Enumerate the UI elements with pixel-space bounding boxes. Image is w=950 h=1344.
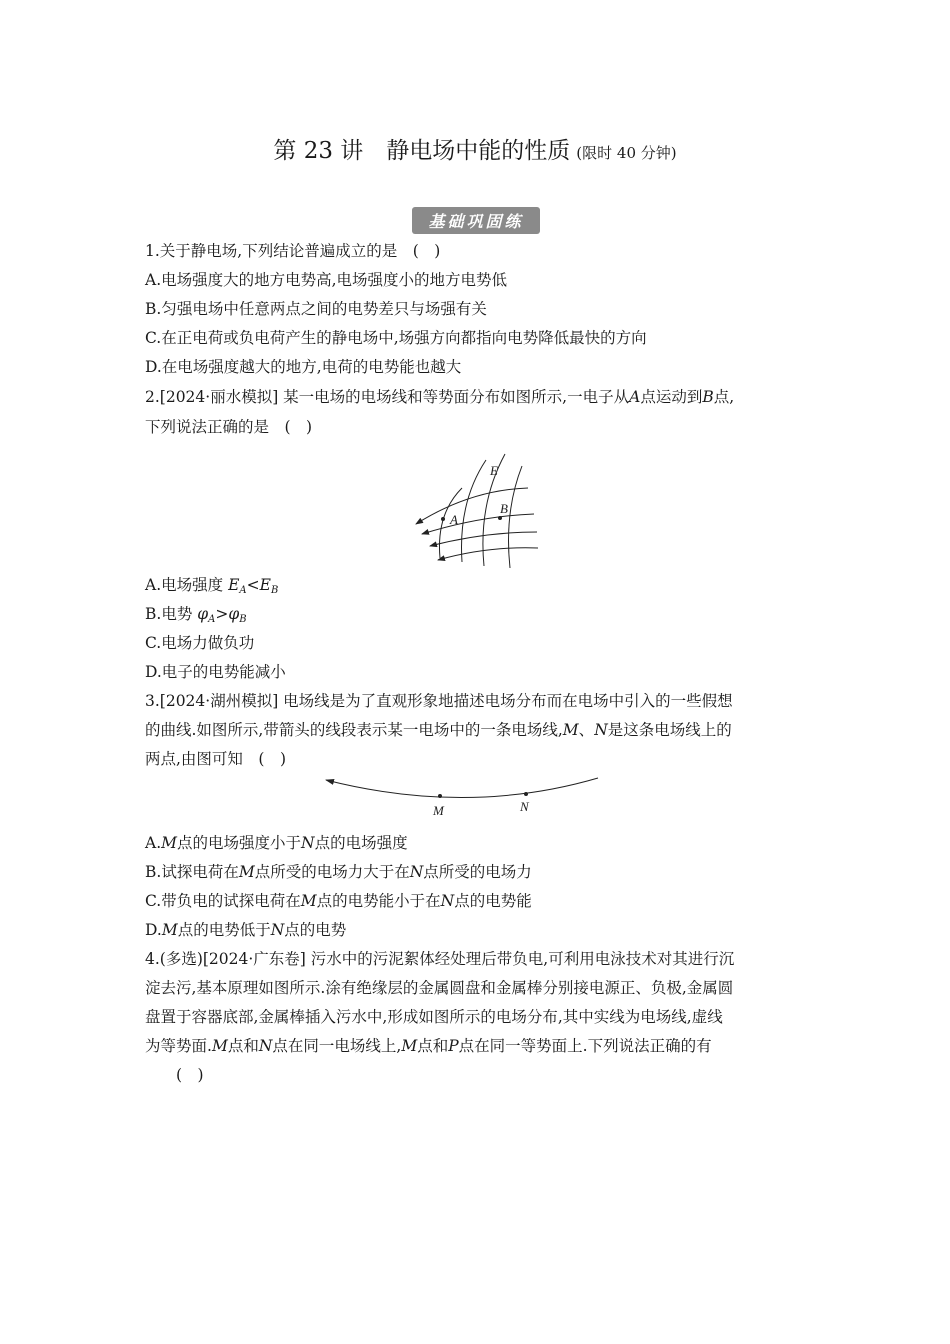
q3-a-post: 点的电场强度 bbox=[314, 834, 408, 852]
q2-sub-a: A bbox=[239, 585, 247, 596]
q3-d-post: 点的电势 bbox=[284, 921, 347, 939]
q3-stem-line2 bbox=[145, 719, 732, 741]
q1-stem: 1.关于静电场,下列结论普遍成立的是 ( ) bbox=[145, 242, 441, 260]
q3-stem-text-end: 是这条电场线上的 bbox=[607, 721, 732, 739]
q4-m: M bbox=[211, 1037, 228, 1055]
q3-c-m: M bbox=[300, 892, 317, 910]
point-b-dot bbox=[498, 516, 502, 520]
q4-text-a: 为等势面. bbox=[145, 1037, 212, 1055]
q3-c-n: N bbox=[440, 892, 455, 910]
q3-c-post: 点的电势能 bbox=[454, 892, 532, 910]
q2-point-a: A bbox=[629, 388, 641, 406]
q2-stem-text: 2.[2024·丽水模拟] 某一电场的电场线和等势面分布如图所示,一电子从 bbox=[145, 388, 630, 406]
q3-b-label: B.试探电荷在 bbox=[145, 863, 239, 881]
q2-sub-b: B bbox=[270, 585, 279, 596]
q1-option-b: B.匀强电场中任意两点之间的电势差只与场强有关 bbox=[145, 300, 487, 318]
label-e: E bbox=[490, 463, 498, 478]
label-a: A bbox=[450, 512, 458, 527]
q2-field-figure bbox=[410, 452, 545, 572]
q3-b-post: 点所受的电场力 bbox=[423, 863, 532, 881]
q3-stem-line1: 3.[2024·湖州模拟] 电场线是为了直观形象地描述电场分布而在电场中引入的一些假想 bbox=[145, 692, 733, 710]
q2-option-b-text: B.电势 bbox=[145, 605, 198, 623]
q3-c-mid: 点的电势能小于在 bbox=[316, 892, 441, 910]
label-m: M bbox=[433, 803, 444, 818]
q2-option-a bbox=[145, 574, 278, 602]
q1-option-c: C.在正电荷或负电荷产生的静电场中,场强方向都指向电势降低最快的方向 bbox=[145, 329, 647, 347]
q3-field-line-figure bbox=[318, 770, 608, 822]
q2-option-a-text: A.电场强度 bbox=[145, 576, 229, 594]
q1-option-a: A.电场强度大的地方电势高,电场强度小的地方电势低 bbox=[145, 271, 508, 289]
q2-option-d: D.电子的电势能减小 bbox=[145, 663, 286, 681]
section-badge bbox=[412, 207, 540, 234]
q3-stem-text: 的曲线.如图所示,带箭头的线段表示某一电场中的一条电场线, bbox=[145, 721, 563, 739]
q4-text-c: 点在同一电场线上, bbox=[272, 1037, 402, 1055]
q2-option-c: C.电场力做负功 bbox=[145, 634, 255, 652]
q4-text-b: 点和 bbox=[227, 1037, 259, 1055]
q3-d-m: M bbox=[161, 921, 178, 939]
q4-text-d: 点和 bbox=[417, 1037, 449, 1055]
section-badge-label: 基础巩固练 bbox=[428, 212, 524, 231]
q4-p: P bbox=[448, 1037, 459, 1055]
q2-greater-than: > bbox=[215, 605, 229, 623]
q2-e-symbol-2: E bbox=[259, 576, 271, 594]
q2-stem-line2: 下列说法正确的是 ( ) bbox=[145, 418, 313, 436]
time-limit: (限时 40 分钟) bbox=[576, 144, 677, 162]
q2-phi-symbol: φ bbox=[197, 605, 209, 623]
q2-less-than: < bbox=[246, 576, 260, 594]
q2-stem-text-end: 点, bbox=[713, 388, 735, 406]
q2-phi-sub-b: B bbox=[239, 614, 247, 625]
q4-m2: M bbox=[401, 1037, 418, 1055]
point-m-dot bbox=[438, 794, 442, 798]
label-n: N bbox=[520, 799, 529, 814]
q3-a-label: A. bbox=[145, 834, 162, 852]
q3-option-a bbox=[145, 832, 408, 854]
q3-b-mid: 点所受的电场力大于在 bbox=[254, 863, 410, 881]
q3-d-label: D. bbox=[145, 921, 162, 939]
q1-option-d: D.在电场强度越大的地方,电荷的电势能也越大 bbox=[145, 358, 462, 376]
q4-text-e: 点在同一等势面上.下列说法正确的有 bbox=[458, 1037, 712, 1055]
q3-stem-line3: 两点,由图可知 ( ) bbox=[145, 750, 287, 768]
q3-b-m: M bbox=[238, 863, 255, 881]
q3-option-d bbox=[145, 919, 346, 941]
q2-option-b bbox=[145, 603, 247, 631]
q4-stem-line4 bbox=[145, 1035, 712, 1057]
q3-option-b bbox=[145, 861, 532, 883]
label-b: B bbox=[500, 501, 508, 516]
q3-a-m: M bbox=[161, 834, 177, 852]
equipotential-2 bbox=[462, 460, 487, 562]
q4-stem-line2: 淀去污,基本原理如图所示.涂有绝缘层的金属圆盘和金属棒分别接电源正、负极,金属圆 bbox=[145, 979, 734, 997]
q2-phi-sub-a: A bbox=[208, 614, 216, 625]
q3-d-n: N bbox=[270, 921, 285, 939]
q4-n: N bbox=[258, 1037, 273, 1055]
page-title bbox=[0, 136, 950, 168]
q3-option-c bbox=[145, 890, 532, 912]
q2-stem-text-mid: 点运动到 bbox=[640, 388, 703, 406]
q3-c-label: C.带负电的试探电荷在 bbox=[145, 892, 301, 910]
q3-n: N bbox=[594, 721, 608, 739]
q3-a-mid: 点的电场强度小于 bbox=[177, 834, 302, 852]
field-line-4 bbox=[438, 548, 538, 560]
q3-a-n: N bbox=[301, 834, 315, 852]
q4-stem-line3: 盘置于容器底部,金属棒插入污水中,形成如图所示的电场分布,其中实线为电场线,虚线 bbox=[145, 1008, 723, 1026]
q3-b-n: N bbox=[409, 863, 424, 881]
point-n-dot bbox=[524, 792, 528, 796]
q2-stem-line1 bbox=[145, 386, 734, 408]
q4-answer-paren: ( ) bbox=[176, 1066, 204, 1084]
lecture-title: 第 23 讲 静电场中能的性质 bbox=[273, 138, 571, 164]
q2-e-symbol: E bbox=[228, 576, 240, 594]
electric-field-line bbox=[326, 778, 598, 798]
q3-m: M bbox=[562, 721, 579, 739]
q2-point-b: B bbox=[702, 388, 714, 406]
q3-sep: 、 bbox=[578, 721, 595, 739]
q2-phi-symbol-2: φ bbox=[228, 605, 240, 623]
q3-d-mid: 点的电势低于 bbox=[177, 921, 271, 939]
field-line-2 bbox=[422, 514, 534, 534]
q4-stem-line1: 4.(多选)[2024·广东卷] 污水中的污泥絮体经处理后带负电,可利用电泳技术对其进行沉 bbox=[145, 950, 735, 968]
point-a-dot bbox=[441, 517, 445, 521]
equipotential-4 bbox=[509, 466, 523, 568]
